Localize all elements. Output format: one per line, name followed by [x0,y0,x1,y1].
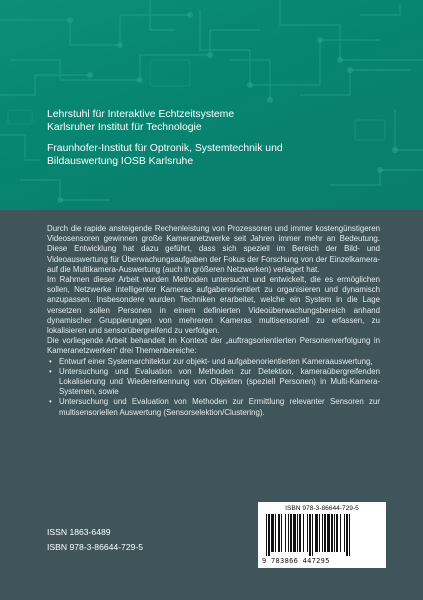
topic-list-item: • Entwurf einer Systemarchitektur zur objekt- und aufgabenorientierten Kameraauswertung, [59,357,380,367]
cover-top-band [0,0,423,210]
blurb-paragraph: Im Rahmen dieser Arbeit wurden Methoden untersucht und entwickelt, die es ermöglichen sollen, Netzwerke intelligenter Kameras aufgabenorientiert zu organisieren und dynamisch anzupassen. Insbesondere wurden Techniken erarbeitet, welche ein System in die Lage versetzen sollen Personen in einem definierten Videoüberwachungsbereich anhand dynamischer Gruppierungen von mehreren Kameras multisensoriell zu erfassen, zu lokalisieren und sensorübergreifend zu verfolgen. [47,275,380,336]
blurb-paragraph: Durch die rapide ansteigende Rechenleistung von Prozessoren und immer kostengünstigeren Videosensoren gewinnen große Kameranetzwerke seit Jahren immer mehr an Bedeutung. Diese Entwicklung hat dazu geführt, dass sich speziell im Bereich der Bild- und Videoauswertung für Überwachungsaufgaben der Fokus der Forschung von der Einzelkamera- auf die Multikamera-Auswertung (auch in größeren Netzwerken) verlagert hat. [47,224,380,274]
affiliation-line: Bildauswertung IOSB Karlsruhe [47,156,194,167]
topic-list [47,357,380,418]
barcode-isbn-label: ISBN 978-3-86644-729-5 [285,505,359,512]
affiliation-line: Karlsruher Institut für Technologie [47,122,202,133]
circuit-pattern-graphic [0,0,423,210]
issn-number: ISSN 1863-6489 [47,527,111,537]
barcode-bars-graphic [264,514,380,556]
affiliation-line: Fraunhofer-Institut für Optronik, Systemtechnik und [47,143,283,154]
isbn-barcode [258,502,386,568]
affiliation-line: Lehrstuhl für Interaktive Echtzeitsysteme [47,109,235,120]
topic-list-item: • Untersuchung und Evaluation von Methoden zur Ermittlung relevanter Sensoren zur multisensoriellen Auswertung (Sensorselektion/Clustering). [59,397,380,417]
barcode-digits: 9 783866 447295 [262,557,330,565]
affiliation-block-kit [47,108,234,134]
topic-list-item: • Untersuchung und Evaluation von Methoden zur Detektion, kameraübergreifenden Lokalisierung und Wiedererkennung von Objekten (speziell Personen) in Multi-Kamera-Systemen, sowie [59,367,380,398]
blurb-paragraph: Die vorliegende Arbeit behandelt im Kontext der „auftragsorientierten Personenverfolgung in Kameranetzwerken“ drei Themenbereiche: [47,336,380,356]
isbn-number: ISBN 978-3-86644-729-5 [47,542,144,552]
blurb-text [47,224,380,418]
affiliation-block-fraunhofer [47,142,283,168]
